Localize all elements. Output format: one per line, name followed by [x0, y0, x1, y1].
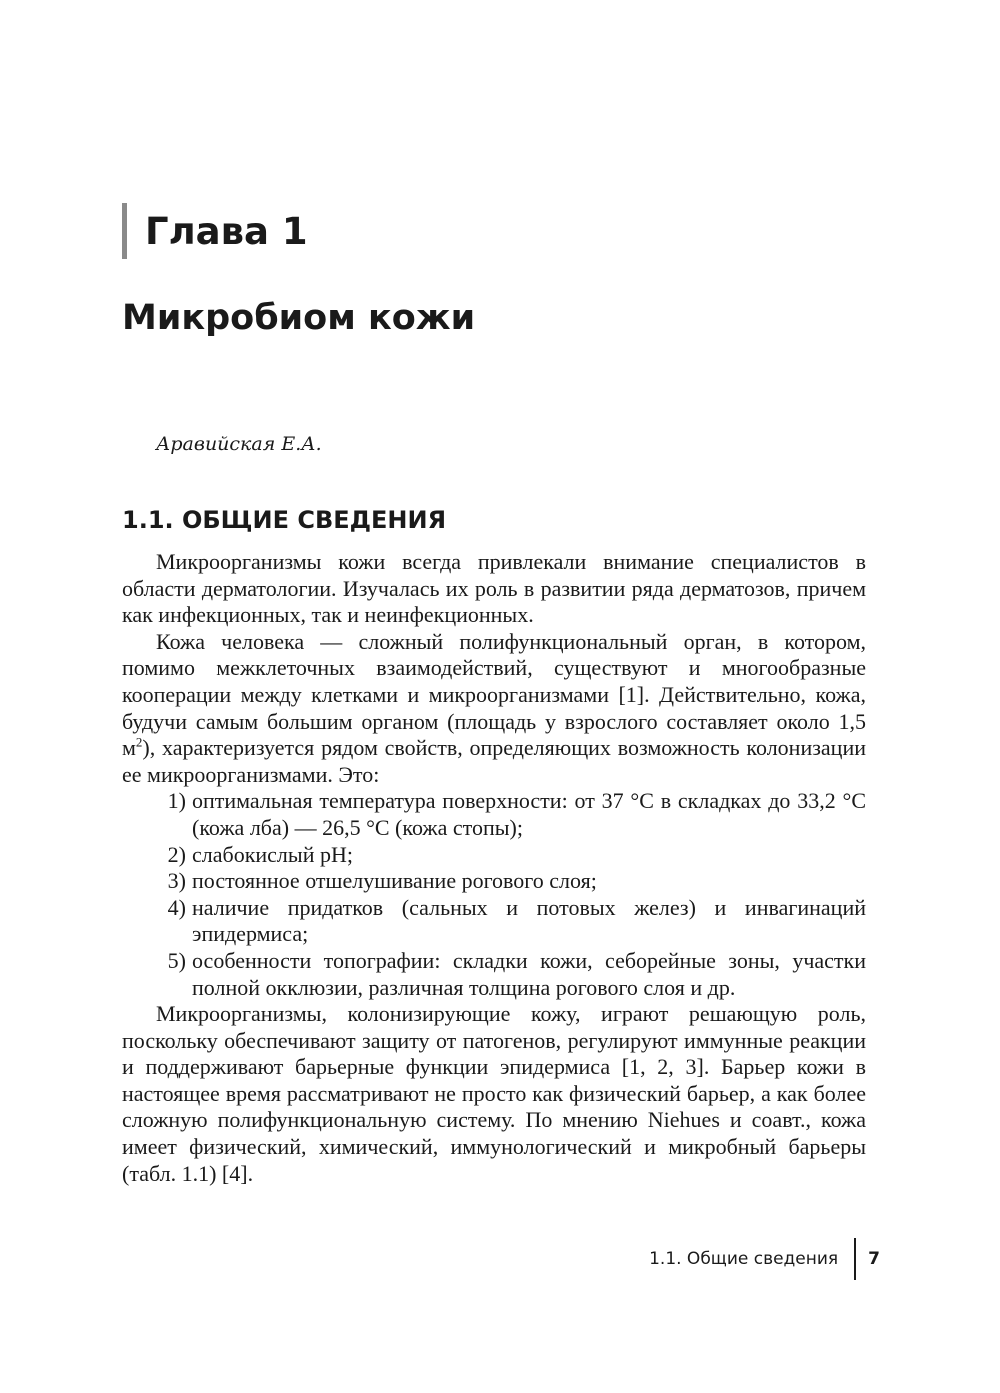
author-name: Аравийская Е.А. [156, 433, 322, 455]
chapter-header [122, 203, 308, 259]
list-item-number: 2) [167, 841, 186, 867]
list-item-text: оптимальная температура поверхности: от 37 °С в складках до 33,2 °С (кожа лба) — 26,5 °С (кожа стопы); [192, 788, 866, 840]
list-item-text: наличие придатков (сальных и потовых желез) и инвагинаций эпидермиса; [192, 894, 866, 947]
list-item [122, 948, 866, 1001]
paragraph-skin-organ-part1: Кожа человека — сложный полифункциональный орган, в котором, помимо межклеточных взаимодействий, существуют и многообразные кооперации между клетками и микроорганизмами [1]. Действительно, кожа, будучи самым большим органом (площадь у взрослого составляет около 1,5 м [122, 628, 866, 761]
list-item-text: слабокислый рН; [192, 841, 353, 867]
list-item [122, 868, 866, 895]
list-item-number: 1) [167, 788, 186, 814]
footer-divider [854, 1238, 856, 1280]
chapter-accent-bar [122, 203, 127, 259]
body-text [122, 549, 866, 1187]
paragraph-intro: Микроорганизмы кожи всегда привлекали внимание специалистов в области дерматологии. Изучалась их роль в развитии ряда дерматозов, причем как инфекционных, так и неинфекционных. [122, 549, 866, 628]
properties-list [122, 788, 866, 1001]
list-item-number: 5) [167, 947, 186, 973]
paragraph-skin-organ [122, 629, 866, 789]
page-footer [649, 1238, 880, 1280]
list-item-number: 3) [167, 868, 186, 894]
list-item [122, 788, 866, 841]
section-heading: 1.1. ОБЩИЕ СВЕДЕНИЯ [122, 506, 447, 534]
list-item [122, 842, 866, 869]
paragraph-skin-organ-part2: ), характеризуется рядом свойств, определяющих возможность колонизации ее микроорганизмами. Это: [122, 735, 866, 787]
paragraph-closing: Микроорганизмы, колонизирующие кожу, играют решающую роль, поскольку обеспечивают защиту от патогенов, регулируют иммунные реакции и поддерживают барьерные функции эпидермиса [1, 2, 3]. Барьер кожи в настоящее время рассматривают не просто как физический барьер, а как более сложную полифункциональную систему. По мнению Niehues и соавт., кожа имеет физический, химический, иммунологический и микробный барьеры (табл. 1.1) [4]. [122, 1001, 866, 1186]
running-header: 1.1. Общие сведения [649, 1249, 839, 1269]
chapter-title: Микробиом кожи [122, 298, 476, 338]
list-item-text: постоянное отшелушивание рогового слоя; [192, 868, 597, 894]
list-item-number: 4) [167, 894, 186, 920]
list-item-text: особенности топографии: складки кожи, себорейные зоны, участки полной окклюзии, различная толщина рогового слоя и др. [192, 947, 866, 1000]
chapter-label: Глава 1 [145, 209, 308, 253]
superscript-2: 2 [135, 734, 143, 750]
list-item [122, 895, 866, 948]
page-number: 7 [868, 1249, 880, 1269]
